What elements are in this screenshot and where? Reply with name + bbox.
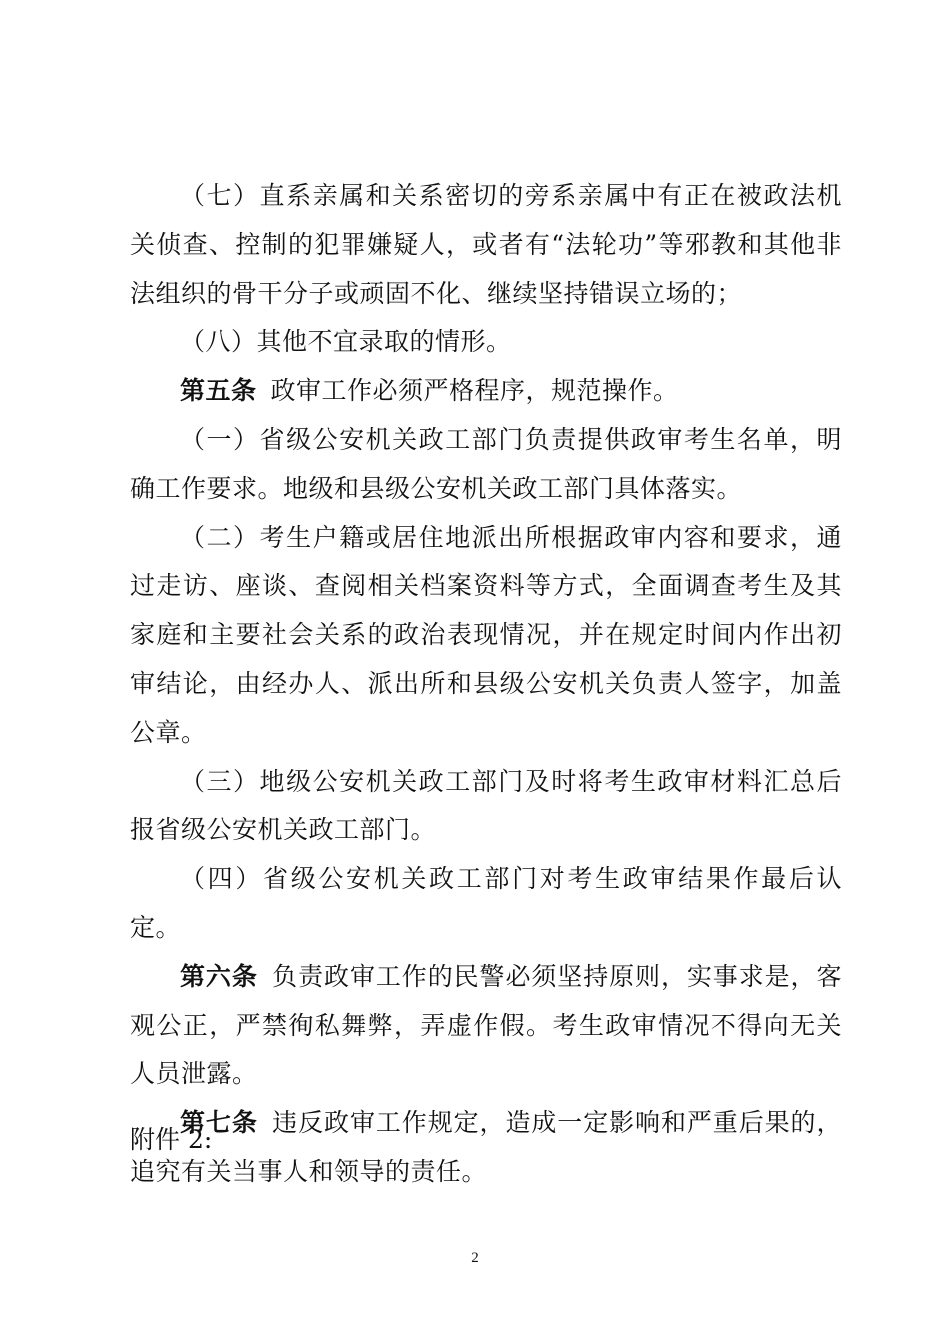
paragraph-text: （八）其他不宜录取的情形。 (180, 327, 512, 357)
paragraph-item-1 (130, 416, 842, 514)
paragraph-text: 负责政审工作的民警必须坚持原则，实事求是，客观公正，严禁徇私舞弊，弄虚作假。考生政审情况不得向无关人员泄露。 (130, 961, 842, 1089)
paragraph-text: （一）省级公安机关政工部门负责提供政审考生名单，明确工作要求。地级和县级公安机关政工部门具体落实。 (130, 424, 842, 503)
paragraph-item-4 (130, 855, 842, 953)
attachment-label: 附件 2: (130, 1125, 213, 1154)
page-number: 2 (471, 1250, 479, 1266)
paragraph-text: 违反政审工作规定，造成一定影响和严重后果的，追究有关当事人和领导的责任。 (130, 1108, 842, 1186)
article-6 (130, 953, 842, 1099)
paragraph-item-3 (130, 758, 842, 856)
paragraph-text: （三）地级公安机关政工部门及时将考生政审材料汇总后报省级公安机关政工部门。 (130, 766, 842, 845)
paragraph-item-8 (130, 318, 842, 367)
paragraph-text: 政审工作必须严格程序，规范操作。 (270, 376, 679, 406)
paragraph-item-7 (130, 172, 842, 318)
paragraph-text: （七）直系亲属和关系密切的旁系亲属中有正在被政法机关侦查、控制的犯罪嫌疑人，或者有“法轮功”等邪教和其他非法组织的骨干分子或顽固不化、继续坚持错误立场的； (130, 181, 842, 308)
paragraph-text: （四）省级公安机关政工部门对考生政审结果作最后认定。 (130, 864, 842, 942)
paragraph-text: （二）考生户籍或居住地派出所根据政审内容和要求，通过走访、座谈、查阅相关档案资料等方式，全面调查考生及其家庭和主要社会关系的政治表现情况，并在规定时间内作出初审结论，由经办人、派出所和县级公安机关负责人签字，加盖公章。 (130, 522, 842, 747)
paragraph-item-2 (130, 514, 842, 758)
article-5 (130, 367, 842, 416)
article-label: 第六条 (180, 961, 258, 991)
article-label: 第五条 (180, 376, 257, 406)
document-body (130, 172, 842, 1197)
article-7 (130, 1099, 842, 1197)
article-label: 第七条 (180, 1108, 258, 1138)
